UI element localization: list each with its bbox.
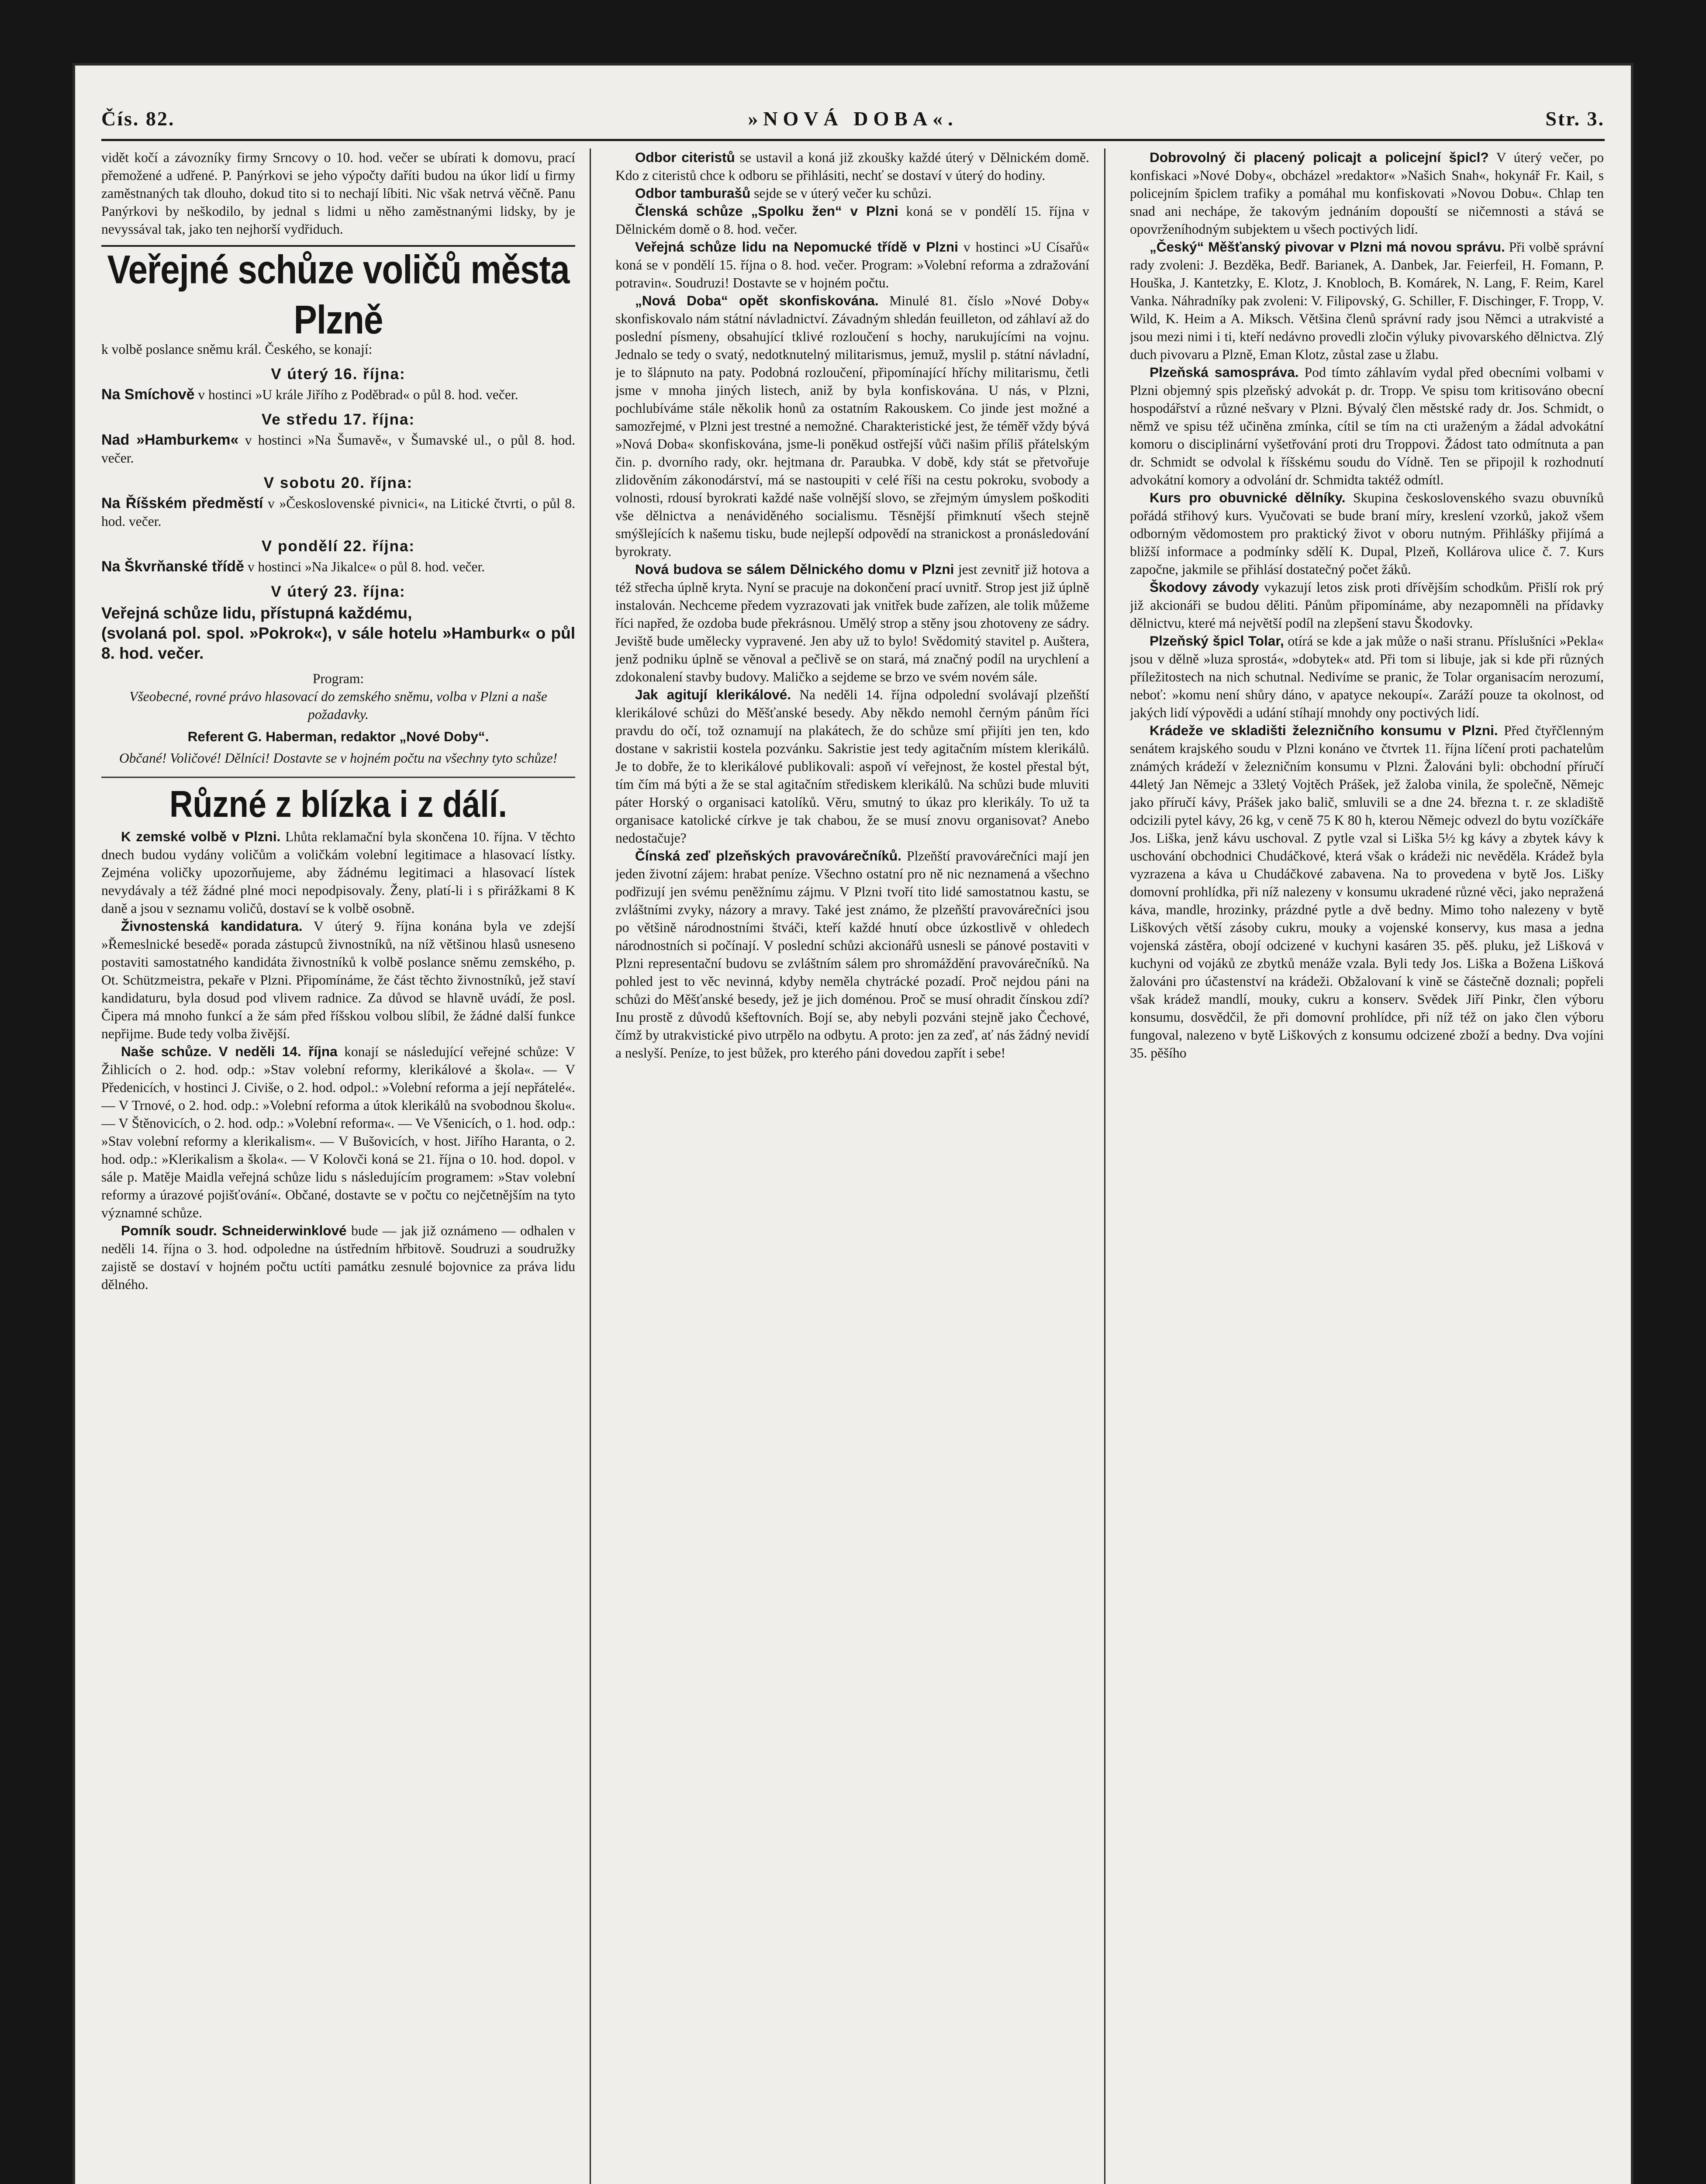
program-label: Program:: [312, 671, 364, 686]
news-item: Odbor citeristů se ustavil a koná již zkoušky každé úterý v Dělnickém domě. Kdo z citeristů chce k odboru se přihlásiti, nechť se dostaví v úterý do hodiny.: [615, 149, 1089, 183]
header-rule: [101, 139, 1605, 141]
news-item: „Nová Doba“ opět skonfiskována. Minulé 81. číslo »Nové Doby« skonfiskovalo nám státní návladnictví. Závadným shledán feuilleton, od záhlaví až do poslední písmeny, obsahující tklivé rozloučení s hochy, narukujícími na vojnu. Jednalo se tedy o svatý, nedotknutelný militarismus, jemuž, myslil p. státní návladní, je to šlápnuto na paty. Podobná rozloučení, připomínající hříchy militarismu, četli jsme v mnoha jiných listech, aniž by byla konfiskována. U nás, v Plzni, pochlubíváme stále několik honů za ostatním Rakouskem. Co jinde jest možné a samozřejmé, v Plzni jest trestné a nemožné. Charakteristické jest, že téměř vždy bývá »Nová Doba« skonfiskována, jsme-li poněkud ostřejší vůči našim příliš přátelským čin. p. dvorního rady, okr. hejtmana dr. Paraubka. V době, kdy stát se přetvořuje zlidověním zákonodárství, má se nastoupiti v celé říši na cestu pokroku, svobody a volnosti, rdousí byrokrati každé naše volnější slovo, se zřejmým úmyslem poškoditi vše dělnictva a nenáviděného socialismu. Těsnější přimknutí všech stejně smýšlejících k našemu tisku, bude nejlepší odpovědí na stranickost a pronásledování byrokraty.: [615, 293, 1089, 559]
column-rule: [1104, 149, 1105, 2184]
meeting-date: V sobotu 20. října:: [263, 474, 413, 491]
venue-detail: v »Československé pivnici«, na Litické čtvrti, o půl 8. hod. večer.: [101, 496, 575, 529]
meeting-date: V pondělí 22. října:: [261, 538, 415, 555]
newspaper-page: [75, 66, 1631, 2184]
venue-detail: v hostinci »U krále Jiřího z Poděbrad« o půl 8. hod. večer.: [198, 387, 518, 402]
meeting-date: V úterý 23. října:: [271, 583, 406, 600]
news-item: Jak agitují klerikálové. Na neděli 14. října odpolední svolávají plzeňští klerikálové schůzi do Měšťanské besedy. Aby někdo nemohl černým pánům říci pravdu do očí, tož oznamují na plakátech, že do schůze smí přijíti jen ten, kdo dostane v sakristii kostela pozvánku. Sakristie jest tedy agitačním místem klerikálů. Je to dobře, že to klerikálové publikovali: aspoň ví veřejnost, že kostel přestal být, tím čím má býti a že se stal agitačním střediskem klerikálů. Na schůzi bude mluviti páter Horský o organisaci katolíků. Věru, smutný to úkaz pro klerikály. To už ta organisace katolické církve je tak chabou, že se musí znovu organisovat? Anebo nedostačuje?: [615, 687, 1089, 846]
column-2: [615, 149, 1089, 2184]
meeting-venue: [101, 558, 575, 576]
news-item: Veřejná schůze lidu na Nepomucké třídě v Plzni v hostinci »U Císařů« koná se v pondělí 15. října o 8. hod. večer. Program: »Volební reforma a zdražování potravin«. Soudruzi! Dostavte se v hojném počtu.: [615, 239, 1089, 290]
page-header: [101, 107, 1605, 138]
public-meeting-venue: (svolaná pol. spol. »Pokrok«), v sále hotelu »Hamburk« o půl 8. hod. večer.: [101, 624, 575, 662]
venue-name: Na Smíchově: [101, 386, 195, 403]
section-headline: Různé z blízka i z dálí.: [169, 783, 508, 825]
page-number: Str. 3.: [1545, 107, 1605, 130]
news-item: Plzeňský špicl Tolar, otírá se kde a jak může o naši stranu. Příslušníci »Pekla« jsou v dělně »luza sprostá«, »dobytek« atd. Při tom si libuje, jak si kde při různých příležitostech na nich schutnal. Nedivíme se pranic, že Tolar organisacím nerozumí, neboť: »komu není shůry dáno, v apatyce nekoupí«. Zaráží pouze ta okolnost, od jakých lidí výpovědi a udání stíhají mnohdy ony poctivých lidí.: [1130, 633, 1604, 720]
news-item: Živnostenská kandidatura. V úterý 9. října konána byla ve zdejší »Řemeslnické besedě« porada zástupců živnostníků, na níž většinou hlasů usneseno postaviti samostatného kandidáta živnostníků k volbě poslance sněmu zemského, p. Ot. Schützmeistra, pekaře v Plzni. Připomínáme, že část těchto živnostníků, jež staví kandidaturu, byla dosud pod vlivem radnice. Za důvod se hlavně uvádí, že posl. Čipera má mnoho funkcí a že sám před říšskou volbou slíbil, že žádné další funkce nepřijme. Bude tedy volba živější.: [101, 918, 575, 1041]
divider: [101, 777, 575, 778]
program-text: Všeobecné, rovné právo hlasovací do zemského sněmu, volba v Plzni a naše požadavky.: [129, 689, 547, 722]
venue-name: Na Říšském předměstí: [101, 495, 263, 511]
news-item: Odbor tamburašů sejde se v úterý večer ku schůzi.: [635, 185, 932, 201]
news-item: K zemské volbě v Plzni. Lhůta reklamační byla skončena 10. října. V těchto dnech budou vydány voličům a voličkám volební legitimace a hlasovací lístky. Zejména voličky upozorňujeme, aby žádnému legitimaci a hlasovací lístek nevydávaly a též žádné plné moci nepodpisovaly. Ženy, platí-li i s přirážkami 8 K daně a jsou v seznamu voličů, dostaví se k volbě osobně.: [101, 829, 575, 916]
meeting-date: Ve středu 17. října:: [261, 411, 415, 428]
referent-line: Referent G. Haberman, redaktor „Nové Doby“.: [187, 729, 489, 744]
venue-detail: v hostinci »Na Šumavě«, v Šumavské ul., o půl 8. hod. večer.: [101, 432, 575, 466]
news-item: Nová budova se sálem Dělnického domu v Plzni jest zevnitř již hotova a též střecha úplně kryta. Nyní se pracuje na dokončení prací uvnitř. Strop jest již úplně instalován. Nechceme předem vyzrazovati jak vnitřek bude zařízen, ale tolik můžeme říci napřed, že ozdoba bude překrásnou. Umělý strop a stěny jsou zhotoveny ze sádry. Jeviště bude umělecky vypravené. Jen aby už to bylo! Svědomitý stavitel p. Auštera, jenž podniku úplně se věnoval a pečlivě se on stará, má značný podíl na urychlení a zdokonalení stavby budovy. Maličko a sejdeme se brzo ve svém novém sále.: [615, 561, 1089, 684]
article-continuation: vidět kočí a závozníky firmy Srncovy o 10. hod. večer se ubírati k domovu, prací přemožené a udřené. P. Panýrkovi se jeho výpočty daříti budou na úkor lidí u firmy zaměstnaných tak dlouho, dokud tito si to nechají líbiti. Nic však netrvá věčně. Panu Panýrkovi by neškodilo, by jednal s lidmi u něho zaměstnanými lidsky, by je nevyssával tak, jako ten nejhorší vydřiduch.: [101, 150, 575, 237]
news-item: Členská schůze „Spolku žen“ v Plzni koná se v pondělí 15. října v Dělnickém domě o 8. hod. večer.: [615, 203, 1089, 237]
news-item: „Český“ Měšťanský pivovar v Plzni má novou správu. Při volbě správní rady zvoleni: J. Bezděka, Bedř. Barianek, A. Danbek, Jar. Feierfeil, H. Fomann, P. Houška, J. Kantetzky, E. Klotz, J. Knobloch, B. Komárek, N. Lang, F. Reim, Karel Vanka. Náhradníky pak zvoleni: V. Filipovský, G. Schiller, F. Dischinger, F. Tropp, V. Wild, K. Heim a A. Miksch. Většina členů správní rady jsou Němci a utrakvisté a jsou mezi nimi i ti, kteří nedávno provedli zločin výluky pivovarského dělnictva. Zlý duch pivovaru a Plzně, Eman Klotz, zůstal zase u žlabu.: [1130, 239, 1604, 362]
news-item: Krádeže ve skladišti železničního konsumu v Plzni. Před čtyřčlenným senátem krajského soudu v Plzni konáno ve čtvrtek 11. října líčení proti pachatelům známých krádeží v železničním konsumu v Plzni. Žalováni byli: obchodní příručí 44letý Jan Němejc a 33letý Vojtěch Prášek, jež žaloba vinila, že společně, Němejc jako příručí kávy, Prášek jako balič, smluvili se a dne 24. března t. r. ze skladiště odcizili pytel kávy, 26 kg, v ceně 75 K 80 h, kterou Němejc odvezl do bytu vozíčkáře Jos. Liška, jenž kávu uschoval. Z pytle vzal si Liška 5½ kg kávy a zbytek kávy k uschování obchodnici Chudáčkové, která však o krádeži nic nevěděla. Krádež byla vyzrazena a káva u Chudáčkové zabavena. Na to provedena v bytě Jos. Lišky domovní prohlídka, při níž nalezeny v konsumu ukradené různé věci, jako nepražená káva, mandle, hrozinky, prázdné pytle a dvě bedny. Mimo toho nalezeny v bytě Liškových větší zásoby cukru, mouky a vojenské konservy, kus masa a jedna vojenská zástěra, obojí odcizené v kuchyni kasáren 35. pěš. pluku, jež Lišková v kuchyni od vojáků ze zbytků menáže vzala. Byli tedy Jos. Liška a Božena Lišková žalováni pro účastenství na krádeži. Obžalovaní k vině se částečně doznali; popřeli však krádež mandlí, mouky, cukru a konserv. Svědek Jiří Pinkr, člen výboru konsumu, dosvědčil, že při domovní prohlídce, při níž též on jako člen výboru fungoval, nalezeno v bytě Liškových z konsumu odcizené zboží a bedny. Dva vojíni 35. pěšího: [1130, 722, 1604, 1061]
news-item: Dobrovolný či placený policajt a policejní špicl? V úterý večer, po konfiskaci »Nové Doby«, obcházel »redaktor« »Našich Snah«, hokynář Fr. Kail, s policejním špiclem trafiky a pomáhal mu konfiskovati »Novou Dobu«. Chlap ten snad ani nechápe, že takovým jednáním dopouští se ničemnosti a stává se opovrženíhodným subjektem u všech poctivých lidí.: [1130, 149, 1604, 237]
masthead-title: »NOVÁ DOBA«.: [748, 107, 958, 130]
public-meeting-line: Veřejná schůze lidu, přístupná každému,: [101, 604, 412, 622]
news-item: Pomník soudr. Schneiderwinklové bude — jak již oznámeno — odhalen v neděli 14. října o 3. hod. odpoledne na ústředním hřbitově. Soudruzi a soudružky zajistě se dostaví v hojném počtu uctíti památku zesnulé bojovnice za práva lidu dělného.: [101, 1223, 575, 1292]
news-item: Plzeňská samospráva. Pod tímto záhlavím vydal před obecními volbami v Plzni objemný spis plzeňský advokát p. dr. Tropp. Ve spisu tom kritisováno obecní hospodářství a různé nešvary v Plzni. Bývalý člen městské rady dr. Jos. Schmidt, o němž ve spisu též učiněna zmínka, cítil se tím na cti uraženým a žádal advokátní komoru o disciplinární vyšetřování proti dru Troppovi. Žádost tato odmítnuta a pan dr. Schmidt se odvolal k říšskému soudu do Vídně. Ten se připojil k rozhodnutí advokátní komory a odvolání dr. Schmidta taktéž odmítl.: [1130, 364, 1604, 487]
venue-detail: v hostinci »Na Jikalce« o půl 8. hod. večer.: [247, 559, 485, 574]
meetings-subtitle: k volbě poslance sněmu král. Českého, se konají:: [101, 342, 373, 357]
meetings-headline: Veřejné schůze voličů města Plzně: [107, 247, 570, 342]
meeting-venue: [101, 494, 575, 530]
news-item: Škodovy závody vykazují letos zisk proti dřívějším schodkům. Přišlí rok prý již akcionáři se budou děliti. Pánům připomínáme, aby nezapomněli na přídavky dělnictvu, které má největší podíl na zlepšení stavu Škodovky.: [1130, 579, 1604, 631]
news-item: Naše schůze. V neděli 14. října konají se následující veřejné schůze: V Žihlicích o 2. hod. odp.: »Stav volební reformy, klerikálové a škola«. — V Předenicích, v hostinci J. Civiše, o 2. hod. odpol.: »Volební reforma a její nepřátelé«. — V Trnové, o 2. hod. odp.: »Volební reforma a útok klerikálů na svobodnou školu«. — V Štěnovicích, o 2. hod. odp.: »Volební reforma«. — Ve Všenicích, o 1. hod. odp.: »Stav volební reformy a klerikalism«. — V Bušovicích, v host. Jiřího Haranta, o 2. hod. odp.: »Klerikalism a škola«. — V Kolovči koná se 21. října o 10. hod. dopol. v sále p. Matěje Maidla veřejná schůze lidu s následujícím programem: »Stav volební reformy a úrazové pojišťování«. Občané, dostavte se v počtu co nejčetnějším na tyto významné schůze.: [101, 1044, 575, 1220]
column-3: [1130, 149, 1604, 2184]
venue-name: Na Škvrňanské třídě: [101, 558, 244, 575]
meeting-date: V úterý 16. října:: [271, 366, 406, 383]
column-rule: [590, 149, 591, 2184]
news-item: Čínská zeď plzeňských pravovárečníků. Plzeňští pravovárečníci mají jen jeden životní zájem: hrabat peníze. Všechno ostatní pro ně nic neznamená a všechno podřizují jen svému peněžnímu zájmu. V Plzni tvoří tito lidé samostatnou kastu, se zvláštními zvyky, názory a mravy. Také jest známo, že plzeňští pravovárečníci jsou po většině národnostními štváči, kteří každé hnutí obce úzkostlivě v ohledech národnostních si počínají. V poslední schůzi akcionářů usnesli se pánové postaviti v Plzni representační budovu se zvláštním sálem pro shromáždění pravovárečníků. Na pohled jest to věc nevinná, kdyby neměla chytrácké pozadí. Proč nejdou páni na schůzi do Měšťanské besedy, jež je jich doménou. Proč se musí ohradit čínskou zdí? Inu prostě z důvodů kšeftovních. Bojí se, aby nebyli pozváni stejně jako Čechové, čímž by utrakvistické pivo utrpělo na odbytu. A proto: jen za zeď, ať nás žádný nevidí a neslyší. Peníze, to jest bůžek, pro kterého páni dovedou zapřít i sebe!: [615, 848, 1089, 1061]
venue-name: Nad »Hamburkem«: [101, 432, 239, 448]
meeting-venue: [101, 386, 575, 404]
appeal-text: Občané! Voličové! Dělníci! Dostavte se v hojném počtu na všechny tyto schůze!: [119, 750, 558, 766]
issue-number: Čís. 82.: [101, 107, 175, 130]
meeting-venue: [101, 431, 575, 467]
column-1: [101, 149, 575, 2184]
news-item: Kurs pro obuvnické dělníky. Skupina československého svazu obuvníků pořádá střihový kurs. Vyučovati se bude braní míry, kreslení vzorků, jakož všem odborným vědomostem pro praktický život v oboru nutným. Přihlášky přijímá a bližší informace a podmínky sdělí K. Dupal, Plzeň, Kollárova ulice č. 7. Kurs započne, jakmile se přihlásí dostatečný počet žáků.: [1130, 490, 1604, 577]
